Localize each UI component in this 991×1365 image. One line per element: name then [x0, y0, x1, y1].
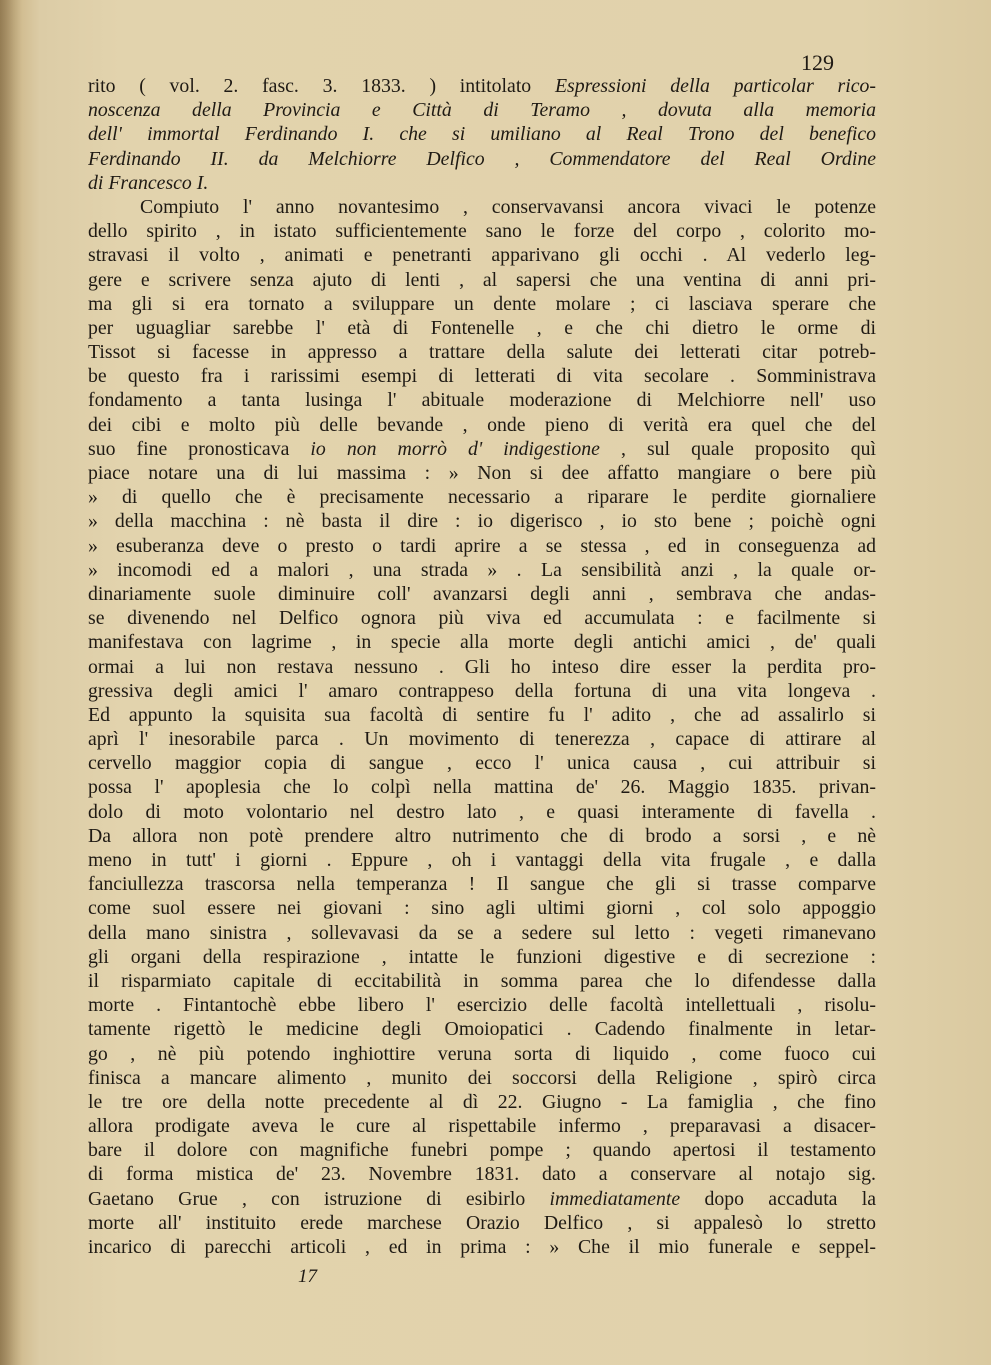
text-line: Ferdinando II. da Melchiorre Delfico , Commendatore del Real Ordine	[88, 147, 876, 170]
text-line: di Francesco I.	[88, 171, 209, 194]
text-line: finisca a mancare alimento , munito dei soccorsi della Religione , spirò circa	[88, 1066, 876, 1089]
text-line: cervello maggior copia di sangue , ecco l' unica causa , cui attribuir si	[88, 752, 876, 775]
text-line: allora prodigate aveva le cure al rispettabile infermo , preparavasi a disacer-	[88, 1115, 876, 1138]
text-line: per uguagliar sarebbe l' età di Fontenelle , e che chi dietro le orme di	[88, 316, 876, 339]
text-line: rito ( vol. 2. fasc. 3. 1833. ) intitolato Espressioni della particolar rico-	[88, 75, 876, 97]
text-line: bare il dolore con magnifiche funebri pompe ; quando apertosi il testamento	[88, 1139, 876, 1162]
text-line: gere e scrivere senza ajuto di lenti , al sapersi che una ventina di anni pri-	[88, 268, 876, 291]
text-line: morte . Fintantochè ebbe libero l' esercizio delle facoltà intellettuali , risolu-	[88, 994, 876, 1017]
text-line: » di quello che è precisamente necessario a riparare le perdite giornaliere	[88, 486, 876, 509]
text-line: » esuberanza deve o presto o tardi aprire a se stessa , ed in conseguenza ad	[88, 534, 876, 557]
text-line: dinariamente suole diminuire coll' avanzarsi degli anni , sembrava che andas-	[88, 582, 876, 605]
text-line: tamente rigettò le medicine degli Omoiopatici . Cadendo finalmente in letar-	[88, 1018, 876, 1041]
text-line: » incomodi ed a malori , una strada » . La sensibilità anzi , la quale or-	[88, 558, 876, 581]
text-line: Gaetano Grue , con istruzione di esibirlo immediatamente dopo accaduta la	[88, 1187, 876, 1210]
text-line: della mano sinistra , sollevavasi da se a sedere sul letto : vegeti rimanevano	[88, 921, 876, 944]
signature-mark: 17	[298, 1266, 317, 1287]
text-line: gressiva degli amici l' amaro contrappeso della fortuna di una vita longeva .	[88, 679, 876, 702]
text-line: ormai a lui non restava nessuno . Gli ho inteso dire esser la perdita pro-	[88, 655, 876, 678]
text-line: go , nè più potendo inghiottire veruna sorta di liquido , come fuoco cui	[88, 1042, 876, 1065]
text-line: gli organi della respirazione , intatte le funzioni digestive e di secrezione :	[88, 945, 876, 968]
text-line: dei cibi e molto più delle bevande , onde pieno di verità era quel che del	[88, 413, 876, 436]
text-line: » della macchina : nè basta il dire : io digerisco , io sto bene ; poichè ogni	[88, 510, 876, 533]
text-line: possa l' apoplesia che lo colpì nella mattina de' 26. Maggio 1835. privan-	[88, 776, 876, 799]
text-line: noscenza della Provincia e Città di Teramo , dovuta alla memoria	[88, 99, 876, 122]
text-line: dell' immortal Ferdinando I. che si umiliano al Real Trono del benefico	[88, 123, 876, 146]
text-line: suo fine pronosticava io non morrò d' indigestione , sul quale proposito quì	[88, 437, 876, 460]
text-line: meno in tutt' i giorni . Eppure , oh i vantaggi della vita frugale , e dalla	[88, 849, 876, 871]
text-line: dello spirito , in istato sufficientemente sano le forze del corpo , colorito mo-	[88, 220, 876, 243]
text-line: be questo fra i rarissimi esempi di letterati di vita secolare . Somministrava	[88, 365, 876, 388]
text-line: dolo di moto volontario nel destro lato , e quasi interamente di favella .	[88, 800, 876, 823]
text-line: come suol essere nei giovani : sino agli ultimi giorni , col solo appoggio	[88, 897, 876, 920]
text-line: fondamento a tanta lusinga l' abituale moderazione di Melchiorre nell' uso	[88, 389, 876, 412]
text-line: le tre ore della notte precedente al dì 22. Giugno - La famiglia , che fino	[88, 1090, 876, 1113]
text-line: fanciullezza trascorsa nella temperanza ! Il sangue che gli si trasse comparve	[88, 873, 876, 896]
text-line: Ed appunto la squisita sua facoltà di sentire fu l' adito , che ad assalirlo si	[88, 703, 876, 726]
text-line: incarico di parecchi articoli , ed in prima : » Che il mio funerale e seppel-	[88, 1236, 876, 1258]
text-line: Tissot si facesse in appresso a trattare della salute dei letterati citar potreb-	[88, 341, 876, 364]
text-line: di forma mistica de' 23. Novembre 1831. dato a conservare al notajo sig.	[88, 1163, 876, 1186]
text-line: manifestava con lagrime , in specie alla morte degli antichi amici , de' quali	[88, 631, 876, 654]
text-line: stravasi il volto , animati e penetranti apparivano gli occhi . Al vederlo leg-	[88, 244, 876, 267]
text-line: morte all' instituito erede marchese Orazio Delfico , si appalesò lo stretto	[88, 1211, 876, 1234]
text-line: Compiuto l' anno novantesimo , conservavansi ancora vivaci le potenze	[140, 195, 876, 218]
binding-gutter-shadow	[0, 0, 22, 1365]
text-line: aprì l' inesorabile parca . Un movimento di tenerezza , capace di attirare al	[88, 728, 876, 751]
text-line: Da allora non potè prendere altro nutrimento che di brodo a sorsi , e nè	[88, 824, 876, 847]
body-text	[88, 74, 876, 1259]
text-line: se divenendo nel Delfico ognora più viva ed accumulata : e facilmente si	[88, 607, 876, 630]
page-number: 129	[801, 50, 834, 75]
text-line: piace notare una di lui massima : » Non si dee affatto mangiare o bere più	[88, 462, 876, 484]
text-line: il risparmiato capitale di eccitabilità in somma parea che lo difendesse dalla	[88, 969, 876, 992]
text-line: ma gli si era tornato a sviluppare un dente molare ; ci lasciava sperare che	[88, 292, 876, 315]
